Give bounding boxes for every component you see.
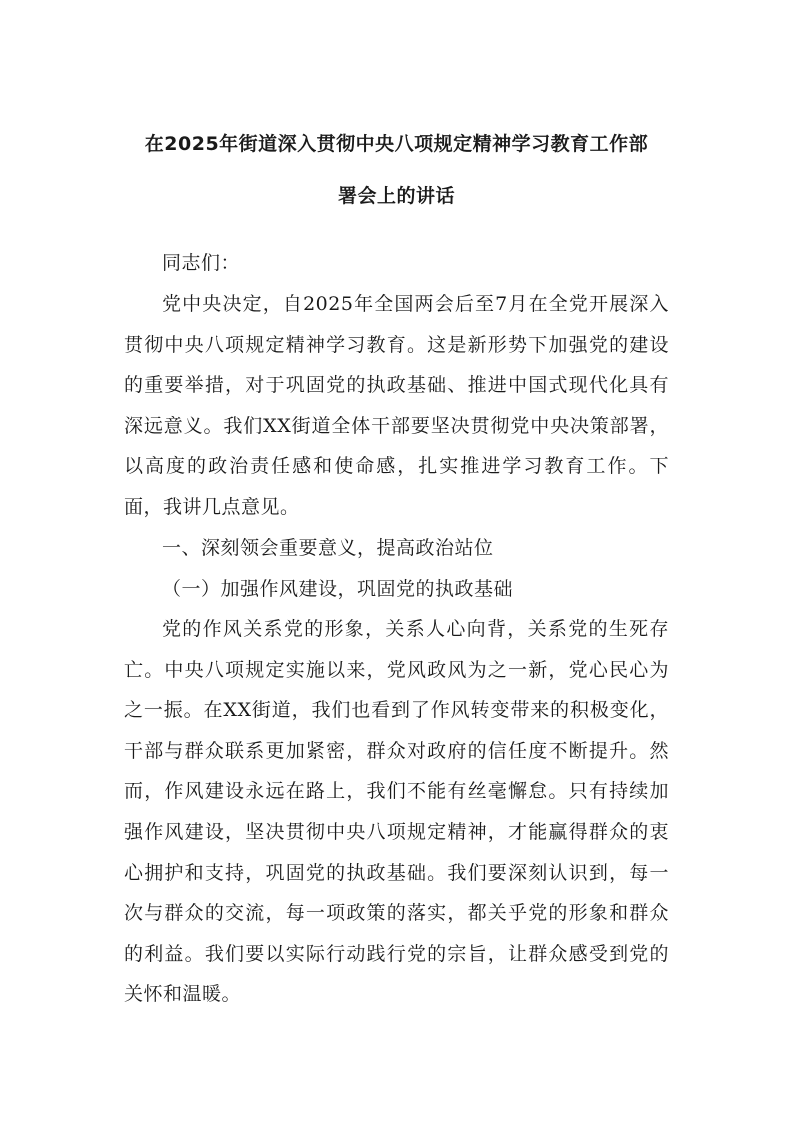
document-title-line-1: 在2025年街道深入贯彻中央八项规定精神学习教育工作部 <box>144 133 649 155</box>
paragraph-style-building: 党的作风关系党的形象，关系人心向背，关系党的生死存亡。中央八项规定实施以来，党风政风为之一新，党心民心为之一振。在XX街道，我们也看到了作风转变带来的积极变化，干部与群众联系更加紧密，群众对政府的信任度不断提升。然而，作风建设永远在路上，我们不能有丝毫懈怠。只有持续加强作风建设，坚决贯彻中央八项规定精神，才能赢得群众的衷心拥护和支持，巩固党的执政基础。我们要深刻认识到，每一次与群众的交流，每一项政策的落实，都关乎党的形象和群众的利益。我们要以实际行动践行党的宗旨，让群众感受到党的关怀和温暖。 <box>124 618 669 1006</box>
document-title-line-2: 署会上的讲话 <box>337 185 455 207</box>
subsection-heading-1: （一）加强作风建设，巩固党的执政基础 <box>162 578 514 600</box>
greeting: 同志们： <box>162 252 241 274</box>
paragraph-intro: 党中央决定，自2025年全国两会后至7月在全党开展深入贯彻中央八项规定精神学习教育。这是新形势下加强党的建设的重要举措，对于巩固党的执政基础、推进中国式现代化具有深远意义。我们XX街道全体干部要坚决贯彻党中央决策部署，以高度的政治责任感和使命感，扎实推进学习教育工作。下面，我讲几点意见。 <box>124 293 669 518</box>
section-heading-1: 一、深刻领会重要意义，提高政治站位 <box>162 537 494 559</box>
